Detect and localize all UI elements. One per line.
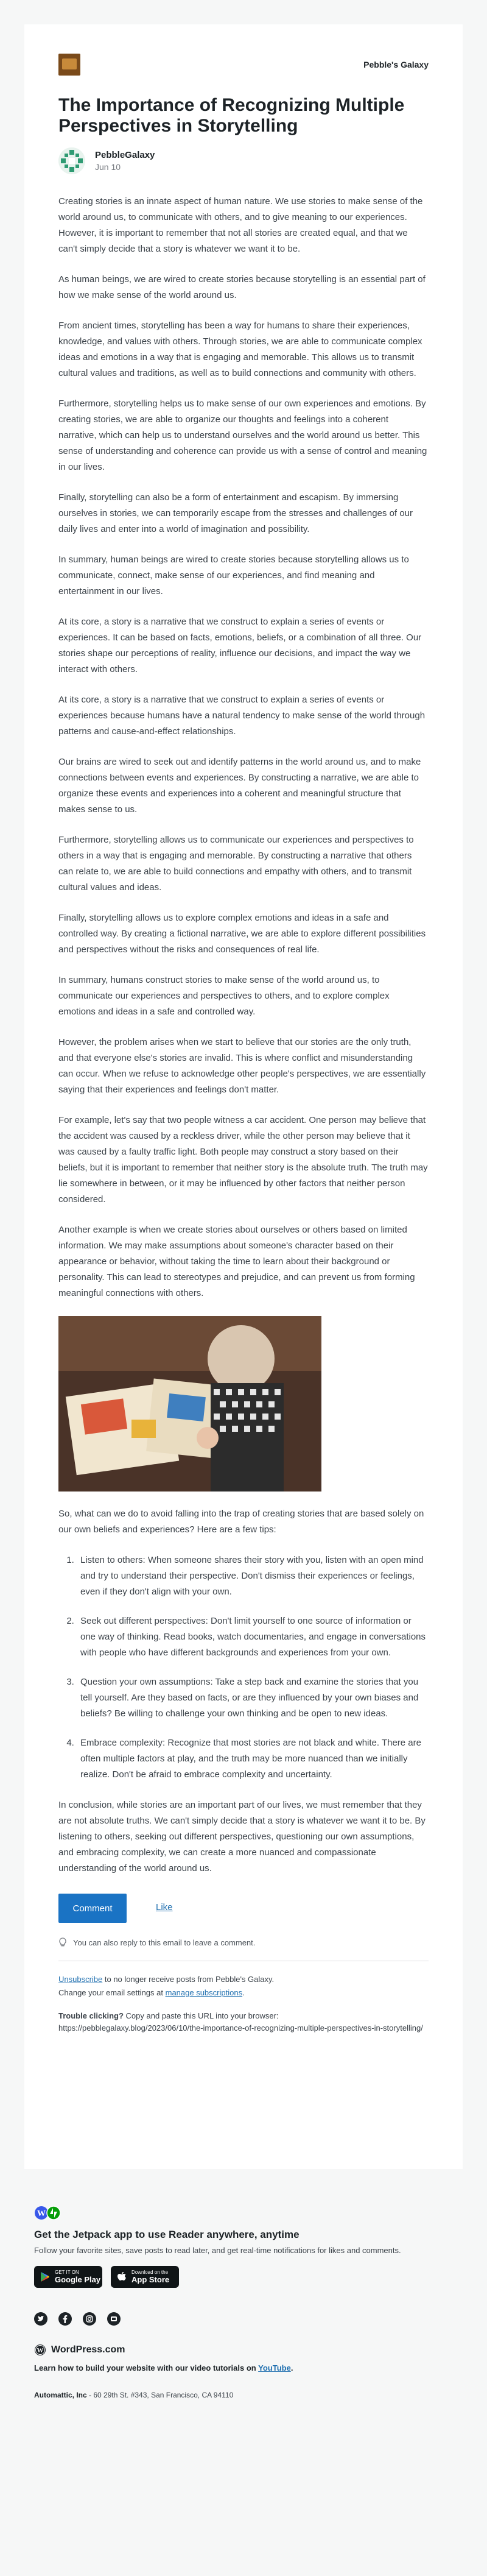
paragraph: Furthermore, storytelling helps us to make sense of our own experiences and emotions. By creating stories, we are able to organize our thoughts and feelings into a coherent narrative, which can help us to understand ourselves and the world around us better. This sense of understanding and coherence can provide us with a sense of control and meaning in our lives. bbox=[58, 398, 427, 472]
company-name: Automattic, Inc bbox=[34, 2391, 87, 2399]
post-title[interactable]: The Importance of Recognizing Multiple Perspectives in Storytelling bbox=[58, 95, 405, 136]
post-date: Jun 10 bbox=[95, 162, 121, 172]
reply-note bbox=[58, 1937, 429, 1947]
list-item: 4. Embrace complexity: Recognize that most stories are not black and white. There are often multiple factors at play, and the truth may be more nuanced than we initially realize. Don't be afraid to embrace complexity and uncertainty. bbox=[77, 1735, 429, 1783]
paragraph: Furthermore, storytelling allows us to communicate our experiences and perspectives to others in a way that is engaging and memorable. By constructing a narrative that others can relate to, we are able to build connections and empathy with others, and to transmit cultural values and ideas. bbox=[58, 835, 414, 893]
post-actions bbox=[58, 1894, 429, 1924]
paragraph: Another example is when we create stories about ourselves or others based on limited information. We may make assumptions about someone's character based on their appearance or behavior, without taking the time to learn about their background or personality. This can lead to stereotypes and prejudice, and can prevent us from forming meaningful connections with others. bbox=[58, 1225, 415, 1298]
list-item: 3. Question your own assumptions: Take a step back and examine the stories that you tell yourself. Are they based on facts, or are they influenced by your own biases and beliefs? Be willing to challenge your own thinking and be open to new ideas. bbox=[77, 1674, 429, 1722]
twitter-icon[interactable] bbox=[34, 2312, 47, 2326]
unsubscribe-line bbox=[58, 1973, 429, 1986]
reply-note-text: You can also reply to this email to leave a comment. bbox=[73, 1937, 256, 1947]
paragraph: Creating stories is an innate aspect of human nature. We use stories to make sense of the world around us, to communicate with others, and to give meaning to our experiences. However, it is important to remember that not all stories are created equal, and that we can't simply decide that a story is whatever we want it to be. bbox=[58, 196, 423, 254]
avatar-icon bbox=[58, 147, 85, 174]
email-card bbox=[24, 24, 463, 2169]
site-icon[interactable] bbox=[58, 54, 80, 76]
email-content bbox=[58, 49, 429, 2034]
paragraph: Finally, storytelling can also be a form of entertainment and escapism. By immersing ourselves in stories, we can temporarily escape from the stresses and challenges of our daily lives and enter into a world of imagination and possibility. bbox=[58, 492, 413, 534]
tips-list bbox=[58, 1552, 429, 1783]
footer-title: Get the Jetpack app to use Reader anywhere, anytime bbox=[34, 2229, 300, 2240]
like-link[interactable]: Like bbox=[156, 1902, 173, 1913]
app-store-button[interactable] bbox=[111, 2266, 179, 2288]
author-name[interactable]: PebbleGalaxy bbox=[95, 150, 155, 160]
svg-text:W: W bbox=[37, 2209, 46, 2218]
site-name[interactable]: Pebble's Galaxy bbox=[363, 60, 429, 69]
unsubscribe-text: to no longer receive posts from Pebble's Galaxy. bbox=[102, 1975, 275, 1984]
app-store-label: App Store bbox=[131, 2275, 170, 2284]
post-body bbox=[58, 194, 429, 1877]
company-address bbox=[34, 2391, 453, 2399]
trouble-label: Trouble clicking? bbox=[58, 2011, 124, 2020]
learn-line bbox=[34, 2363, 453, 2373]
wordpress-brand[interactable] bbox=[34, 2344, 453, 2356]
settings-end: . bbox=[242, 1988, 245, 1997]
comment-button[interactable]: Comment bbox=[58, 1894, 127, 1923]
google-play-label: Google Play bbox=[55, 2275, 101, 2284]
paragraph: As human beings, we are wired to create stories because storytelling is an essential part of how we make sense of the world around us. bbox=[58, 274, 426, 300]
paragraph: Our brains are wired to seek out and identify patterns in the world around us, and to make connections between events and experiences. By constructing a narrative, we are able to organize these events and experiences into a coherent and meaningful structure that makes sense to us. bbox=[58, 757, 421, 815]
paragraph: Finally, storytelling allows us to explore complex emotions and ideas in a safe and controlled way. By creating a fictional narrative, we are able to explore different possibilities and perspectives without the risks and consequences of real life. bbox=[58, 913, 426, 955]
learn-text: Learn how to build your website with our video tutorials on bbox=[34, 2363, 259, 2373]
paragraph: In summary, human beings are wired to create stories because storytelling allows us to communicate, connect, make sense of our experiences, and find meaning and entertainment in our lives. bbox=[58, 554, 409, 596]
unsubscribe-link[interactable]: Unsubscribe bbox=[58, 1975, 103, 1984]
learn-end: . bbox=[290, 2363, 293, 2373]
manage-subscriptions-link[interactable]: manage subscriptions bbox=[165, 1988, 243, 1997]
list-item: 1. Listen to others: When someone shares their story with you, listen with an open mind and try to understand their perspective. Don't dismiss their experiences or feelings, even if they don't align with your own. bbox=[77, 1552, 429, 1600]
email-footer bbox=[34, 2206, 453, 2399]
post-image[interactable] bbox=[58, 1316, 321, 1491]
lightbulb-icon bbox=[58, 1937, 67, 1947]
apple-icon bbox=[117, 2271, 127, 2282]
paragraph: At its core, a story is a narrative that we construct to explain a series of events or experiences because humans have a natural tendency to make sense of the world through patterns and cause-and-effect relationships. bbox=[58, 695, 426, 737]
author-block bbox=[58, 147, 429, 178]
social-links bbox=[34, 2312, 453, 2326]
tips-intro: So, what can we do to avoid falling into the trap of creating stories that are based solely on our own beliefs and experiences? Here are a few tips: bbox=[58, 1509, 424, 1535]
instagram-icon[interactable] bbox=[83, 2312, 96, 2326]
paragraph: For example, let's say that two people witness a car accident. One person may believe that the accident was caused by a reckless driver, while the other person may believe that it was caused by a faulty traffic light. Both people may construct a story based on their beliefs, but it is important to remember that neither story is the absolute truth. The truth may lie somewhere in between, or it may be influenced by other factors that neither person considered. bbox=[58, 1115, 428, 1205]
jetpack-logo-icon bbox=[46, 2206, 61, 2220]
list-item: 2. Seek out different perspectives: Don't limit yourself to one source of information or one way of thinking. Read books, watch documentaries, and engage in conversations with people who have different backgrounds and experiences from your own. bbox=[77, 1613, 429, 1661]
wordpress-label: WordPress.com bbox=[51, 2344, 125, 2355]
paragraph: In summary, humans construct stories to make sense of the world around us, to communicate our experiences and perspectives to others, and to explore complex emotions and ideas in a safe and controlled way. bbox=[58, 975, 390, 1017]
post-url[interactable]: https://pebblegalaxy.blog/2023/06/10/the-importance-of-recognizing-multiple-perspectives-in-storytelling/ bbox=[58, 2023, 423, 2033]
facebook-icon[interactable] bbox=[58, 2312, 72, 2326]
trouble-text: Copy and paste this URL into your browser: bbox=[123, 2011, 279, 2020]
footer-desc: Follow your favorite sites, save posts to read later, and get real-time notifications for likes and comments. bbox=[34, 2246, 401, 2255]
app-store-small: Download on the bbox=[131, 2270, 169, 2275]
svg-text:W: W bbox=[37, 2347, 44, 2354]
email-header bbox=[58, 49, 429, 83]
settings-line bbox=[58, 1987, 429, 1999]
paragraph: However, the problem arises when we start to believe that our stories are the only truth, and that everyone else's stories are invalid. This is where conflict and misunderstanding can occur. When we refuse to acknowledge other people's perspectives, we are essentially saying that their experiences and feelings don't matter. bbox=[58, 1037, 426, 1095]
paragraph: At its core, a story is a narrative that we construct to explain a series of events or experiences. It can be based on facts, emotions, beliefs, or a combination of all three. Our stories shape our perceptions of reality, influence our decisions, and impact the way we interact with others. bbox=[58, 617, 422, 674]
child-reading-image bbox=[58, 1316, 321, 1491]
paragraph: From ancient times, storytelling has been a way for humans to share their experiences, knowledge, and values with others. Through stories, we are able to communicate complex ideas and emotions in a way that is engaging and memorable. This allows us to transmit cultural values and traditions, as well as to build connections and community with others. bbox=[58, 320, 422, 378]
tumblr-icon[interactable] bbox=[107, 2312, 121, 2326]
youtube-link[interactable]: YouTube bbox=[258, 2363, 291, 2373]
google-play-icon bbox=[40, 2271, 50, 2282]
wordpress-icon bbox=[34, 2344, 46, 2356]
address-text: - 60 29th St. #343, San Francisco, CA 94110 bbox=[86, 2391, 234, 2399]
settings-text: Change your email settings at bbox=[58, 1988, 166, 1997]
google-play-button[interactable] bbox=[34, 2266, 102, 2288]
app-store-badges bbox=[34, 2266, 453, 2288]
trouble-block bbox=[58, 2010, 429, 2034]
app-logos bbox=[34, 2206, 453, 2220]
avatar bbox=[58, 147, 85, 174]
google-play-small: GET IT ON bbox=[55, 2270, 79, 2275]
conclusion: In conclusion, while stories are an important part of our lives, we must remember that they are not absolute truths. We can't simply decide that a story is whatever we want it to be. By listening to others, seeking out different perspectives, questioning our own assumptions, and embracing complexity, we can create a more nuanced and compassionate understanding of the world around us. bbox=[58, 1800, 426, 1874]
